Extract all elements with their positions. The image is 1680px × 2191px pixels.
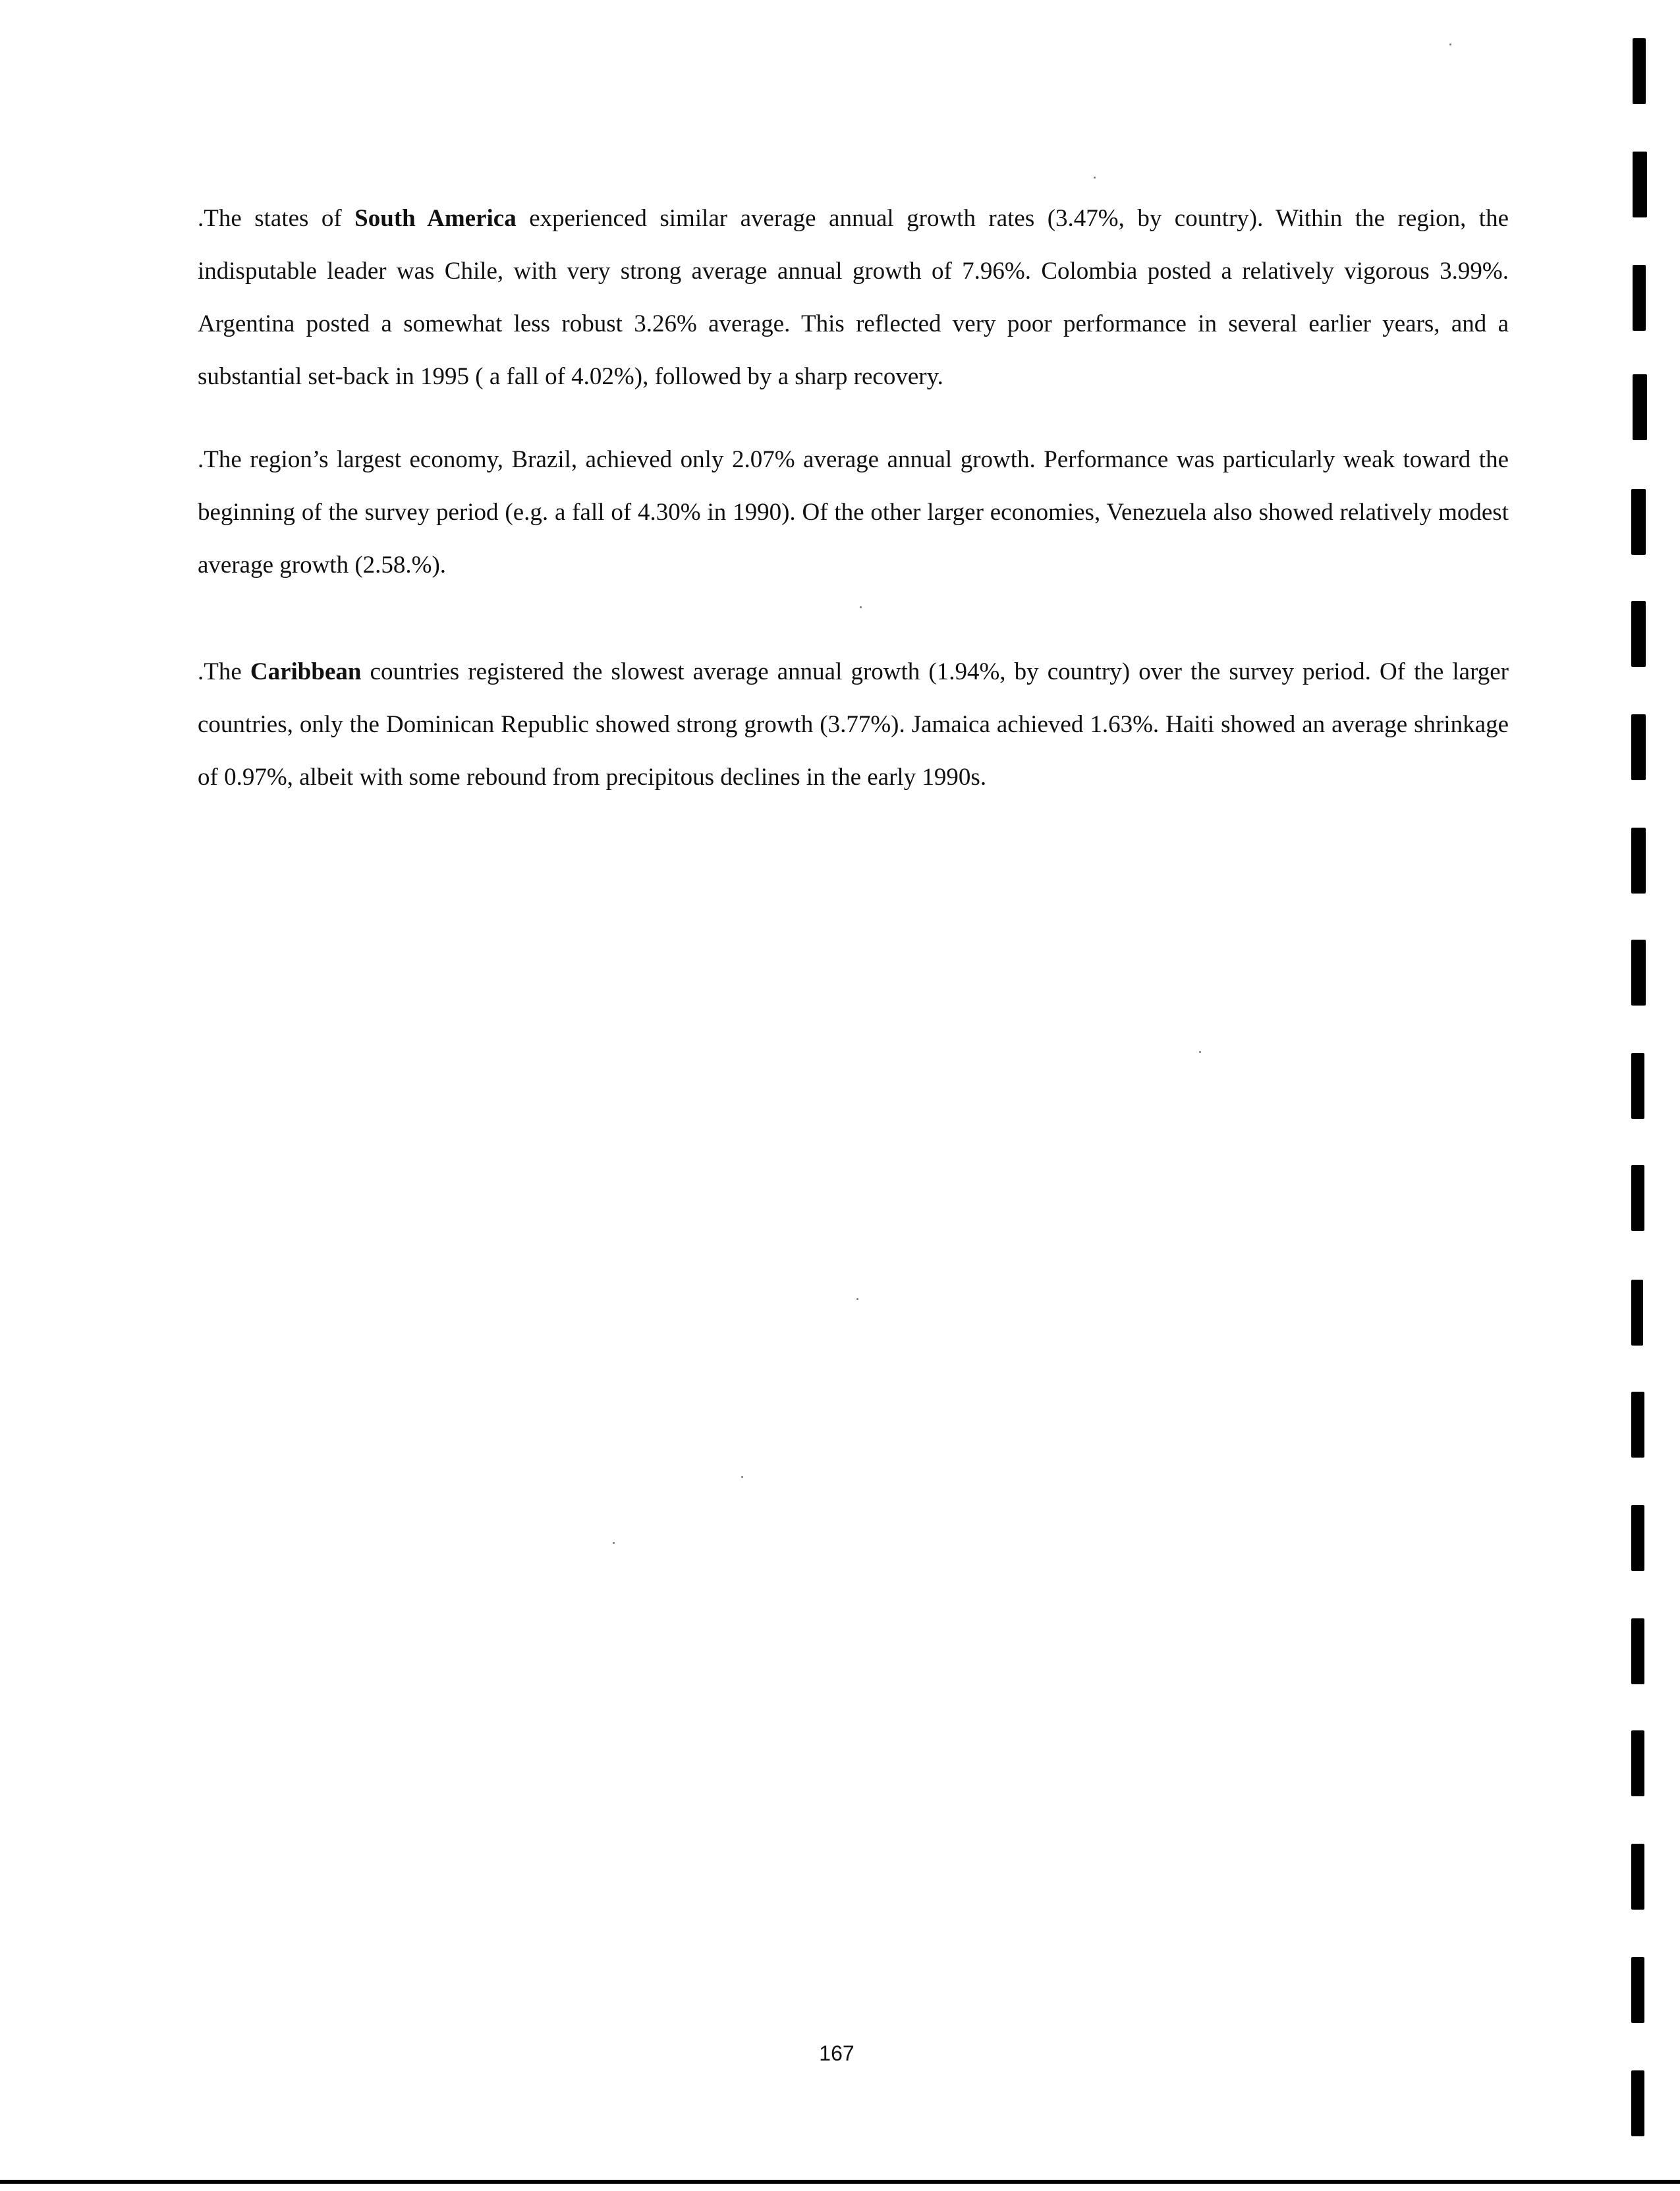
binding-mark bbox=[1631, 1505, 1644, 1571]
binding-mark bbox=[1633, 38, 1646, 104]
scan-speck bbox=[741, 1476, 743, 1478]
binding-mark bbox=[1631, 1280, 1643, 1346]
scan-speck bbox=[860, 606, 862, 608]
paragraph-caribbean bbox=[198, 646, 1509, 804]
binding-mark bbox=[1633, 152, 1647, 217]
scan-speck bbox=[1199, 1051, 1201, 1053]
binding-mark bbox=[1631, 1392, 1644, 1458]
text-segment: .The bbox=[198, 658, 250, 685]
binding-mark bbox=[1631, 2070, 1644, 2136]
bold-heading-south-america: South America bbox=[354, 205, 517, 232]
binding-marks bbox=[1626, 0, 1666, 2191]
text-segment: countries registered the slowest average annual growth (1.94%, by country) over the survey period. Of the larger countries, only the Dominican Republic showed strong growth (3.77%). Jamaica achieved 1.63%. Haiti showed an average shrinkage of 0.97%, albeit with some rebound from precipitous declines in the early 1990s. bbox=[198, 658, 1509, 791]
text-segment: .The states of bbox=[198, 205, 355, 232]
binding-mark bbox=[1631, 1165, 1644, 1231]
binding-mark bbox=[1631, 828, 1646, 894]
binding-mark bbox=[1631, 940, 1646, 1006]
paragraph-south-america bbox=[198, 192, 1509, 403]
scan-bottom-edge bbox=[0, 2180, 1680, 2184]
bold-heading-caribbean: Caribbean bbox=[250, 658, 362, 685]
binding-mark bbox=[1631, 489, 1646, 555]
scan-speck bbox=[1449, 43, 1451, 45]
paragraph-brazil bbox=[198, 434, 1509, 592]
binding-mark bbox=[1631, 1957, 1644, 2023]
page-number: 167 bbox=[819, 2041, 854, 2065]
text-segment: .The region’s largest economy, Brazil, achieved only 2.07% average annual growth. Performance was particularly weak toward the beginning of the survey period (e.g. a fall of 4.30% in 1990). Of the other larger economies, Venezuela also showed relatively modest average growth (2.58.%). bbox=[198, 446, 1509, 579]
binding-mark bbox=[1631, 1053, 1644, 1119]
binding-mark bbox=[1631, 1730, 1644, 1796]
binding-mark bbox=[1633, 374, 1647, 440]
scan-speck bbox=[856, 1298, 858, 1300]
binding-mark bbox=[1633, 265, 1646, 331]
binding-mark bbox=[1631, 1618, 1644, 1684]
scan-speck bbox=[1094, 177, 1096, 179]
binding-mark bbox=[1631, 1844, 1644, 1910]
binding-mark bbox=[1631, 714, 1646, 780]
text-segment: experienced similar average annual growth rates (3.47%, by country). Within the region, the indisputable leader was Chile, with very strong average annual growth of 7.96%. Colombia posted a relatively vigorous 3.99%. Argentina posted a somewhat less robust 3.26% average. This reflected very poor performance in several earlier years, and a substantial set-back in 1995 ( a fall of 4.02%), followed by a sharp recovery. bbox=[198, 205, 1509, 390]
binding-mark bbox=[1631, 601, 1646, 667]
scan-speck bbox=[613, 1542, 615, 1544]
